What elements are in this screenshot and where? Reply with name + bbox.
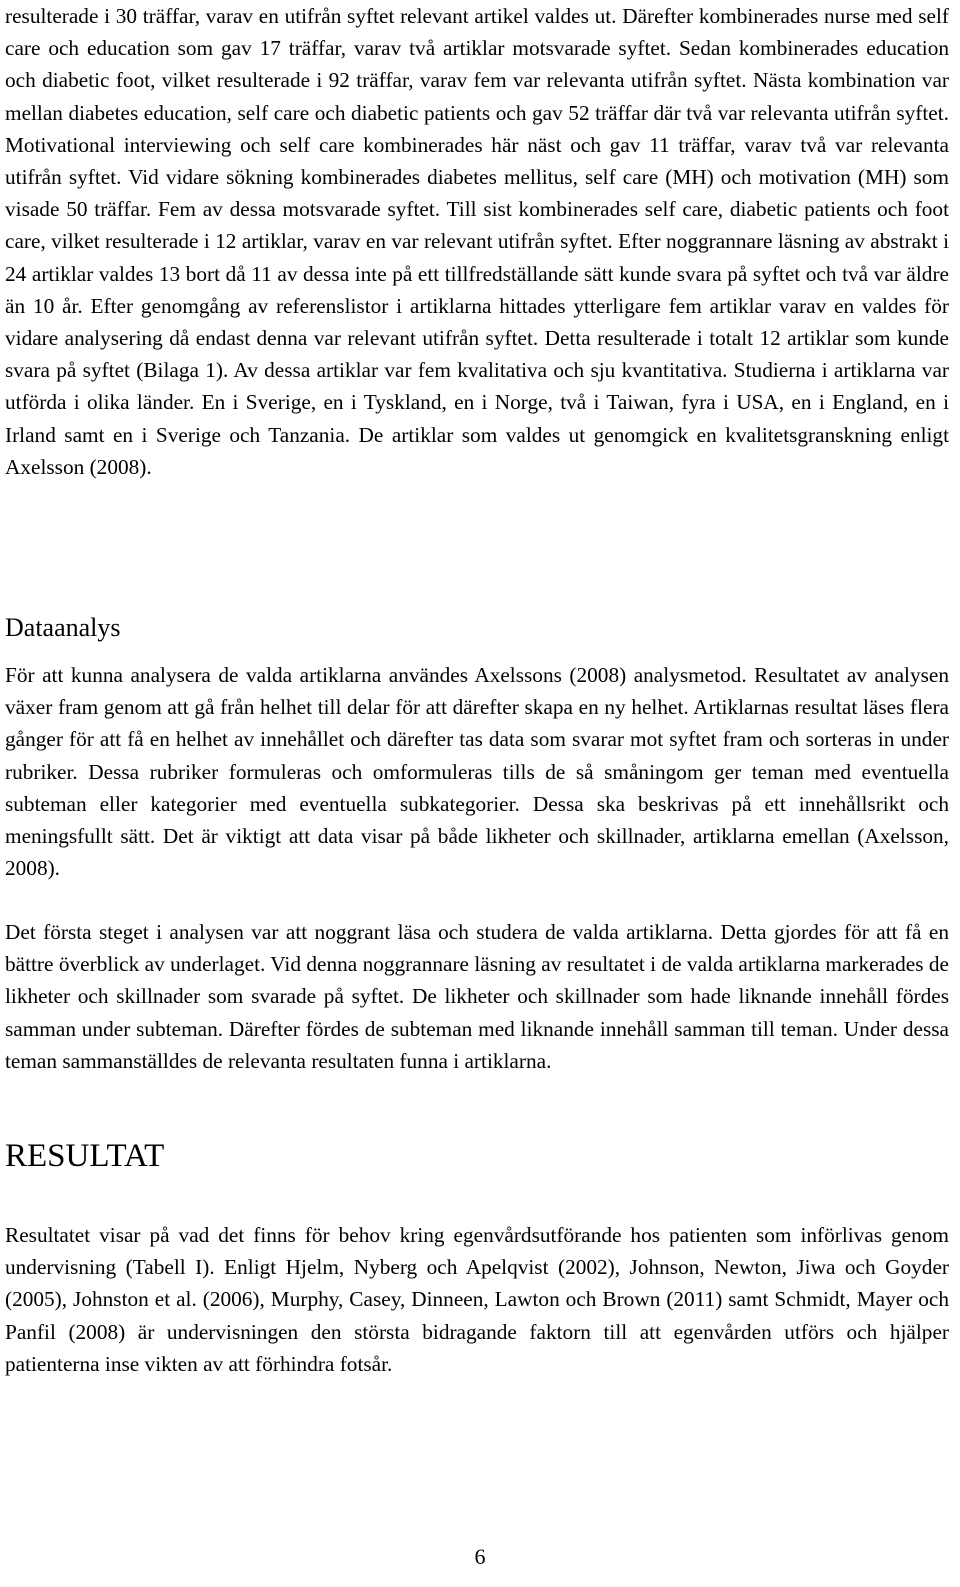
section-heading-dataanalys: Dataanalys (5, 613, 121, 642)
section-heading-resultat: RESULTAT (5, 1138, 165, 1174)
analysis-paragraph-2: Det första steget i analysen var att noggrant läsa och studera de valda artiklarna. Detta gjordes för att få en bättre överblick av underlaget. Vid denna noggrannare läsning av resultatet i de valda artiklarna markerades de likheter och skillnader som svarade på syftet. De likheter och skillnader som hade liknande innehåll fördes samman under subteman. Därefter fördes de subteman med liknande innehåll samman till teman. Under dessa teman sammanställdes de relevanta resultaten funna i artiklarna. (5, 920, 949, 1073)
analysis-paragraph-1: För att kunna analysera de valda artiklarna användes Axelssons (2008) analysmetod. Resultatet av analysen växer fram genom att gå från helhet till delar för att därefter skapa en ny helhet. Artiklarnas resultat läses flera gånger för att få en helhet av innehållet och därefter tas data som svarar mot syftet fram och sorteras in under rubriker. Dessa rubriker formuleras och omformuleras tills de så småningom ger teman med eventuella subteman eller kategorier med eventuella subkategorier. Dessa ska beskrivas på ett innehållsrikt och meningsfullt sätt. Det är viktigt att data visar på både likheter och skillnader, artiklarna emellan (Axelsson, 2008). (5, 663, 949, 881)
method-paragraph: resulterade i 30 träffar, varav en utifrån syftet relevant artikel valdes ut. Därefter kombinerades nurse med self care och education som gav 17 träffar, varav två artiklar motsvarade syftet. Sedan kombinerades education och diabetic foot, vilket resulterade i 92 träffar, varav fem var relevanta utifrån syftet. Nästa kombination var mellan diabetes education, self care och diabetic patients och gav 52 träffar där två var relevanta utifrån syftet. Motivational interviewing och self care kombinerades här näst och gav 11 träffar, varav två var relevanta utifrån syftet. Vid vidare sökning kombinerades diabetes mellitus, self care (MH) och motivation (MH) som visade 50 träffar. Fem av dessa motsvarade syftet. Till sist kombinerades self care, diabetic patients och foot care, vilket resulterade i 12 artiklar, varav en var relevant utifrån syftet. Efter noggrannare läsning av abstrakt i 24 artiklar valdes 13 bort då 11 av dessa inte på ett tillfredställande sätt kunde svara på syftet och två var äldre än 10 år. Efter genomgång av referenslistor i artiklarna hittades ytterligare fem artiklar varav en valdes för vidare analysering då endast denna var relevant utifrån syftet. Detta resulterade i totalt 12 artiklar som kunde svara på syftet (Bilaga 1). Av dessa artiklar var fem kvalitativa och sju kvantitativa. Studierna i artiklarna var utförda i olika länder. En i Sverige, en i Tyskland, en i Norge, två i Taiwan, fyra i USA, en i England, en i Irland samt en i Sverige och Tanzania. De artiklar som valdes ut genomgick en kvalitetsgranskning enligt Axelsson (2008). (5, 4, 949, 479)
results-paragraph: Resultatet visar på vad det finns för behov kring egenvårdsutförande hos patienten som införlivas genom undervisning (Tabell I). Enligt Hjelm, Nyberg och Apelqvist (2002), Johnson, Newton, Jiwa och Goyder (2005), Johnston et al. (2006), Murphy, Casey, Dinneen, Lawton och Brown (2011) samt Schmidt, Mayer och Panfil (2008) är undervisningen den största bidragande faktorn till att egenvården utförs och hjälper patienterna inse vikten av att förhindra fotsår. (5, 1223, 949, 1376)
page-number: 6 (474, 1544, 486, 1569)
